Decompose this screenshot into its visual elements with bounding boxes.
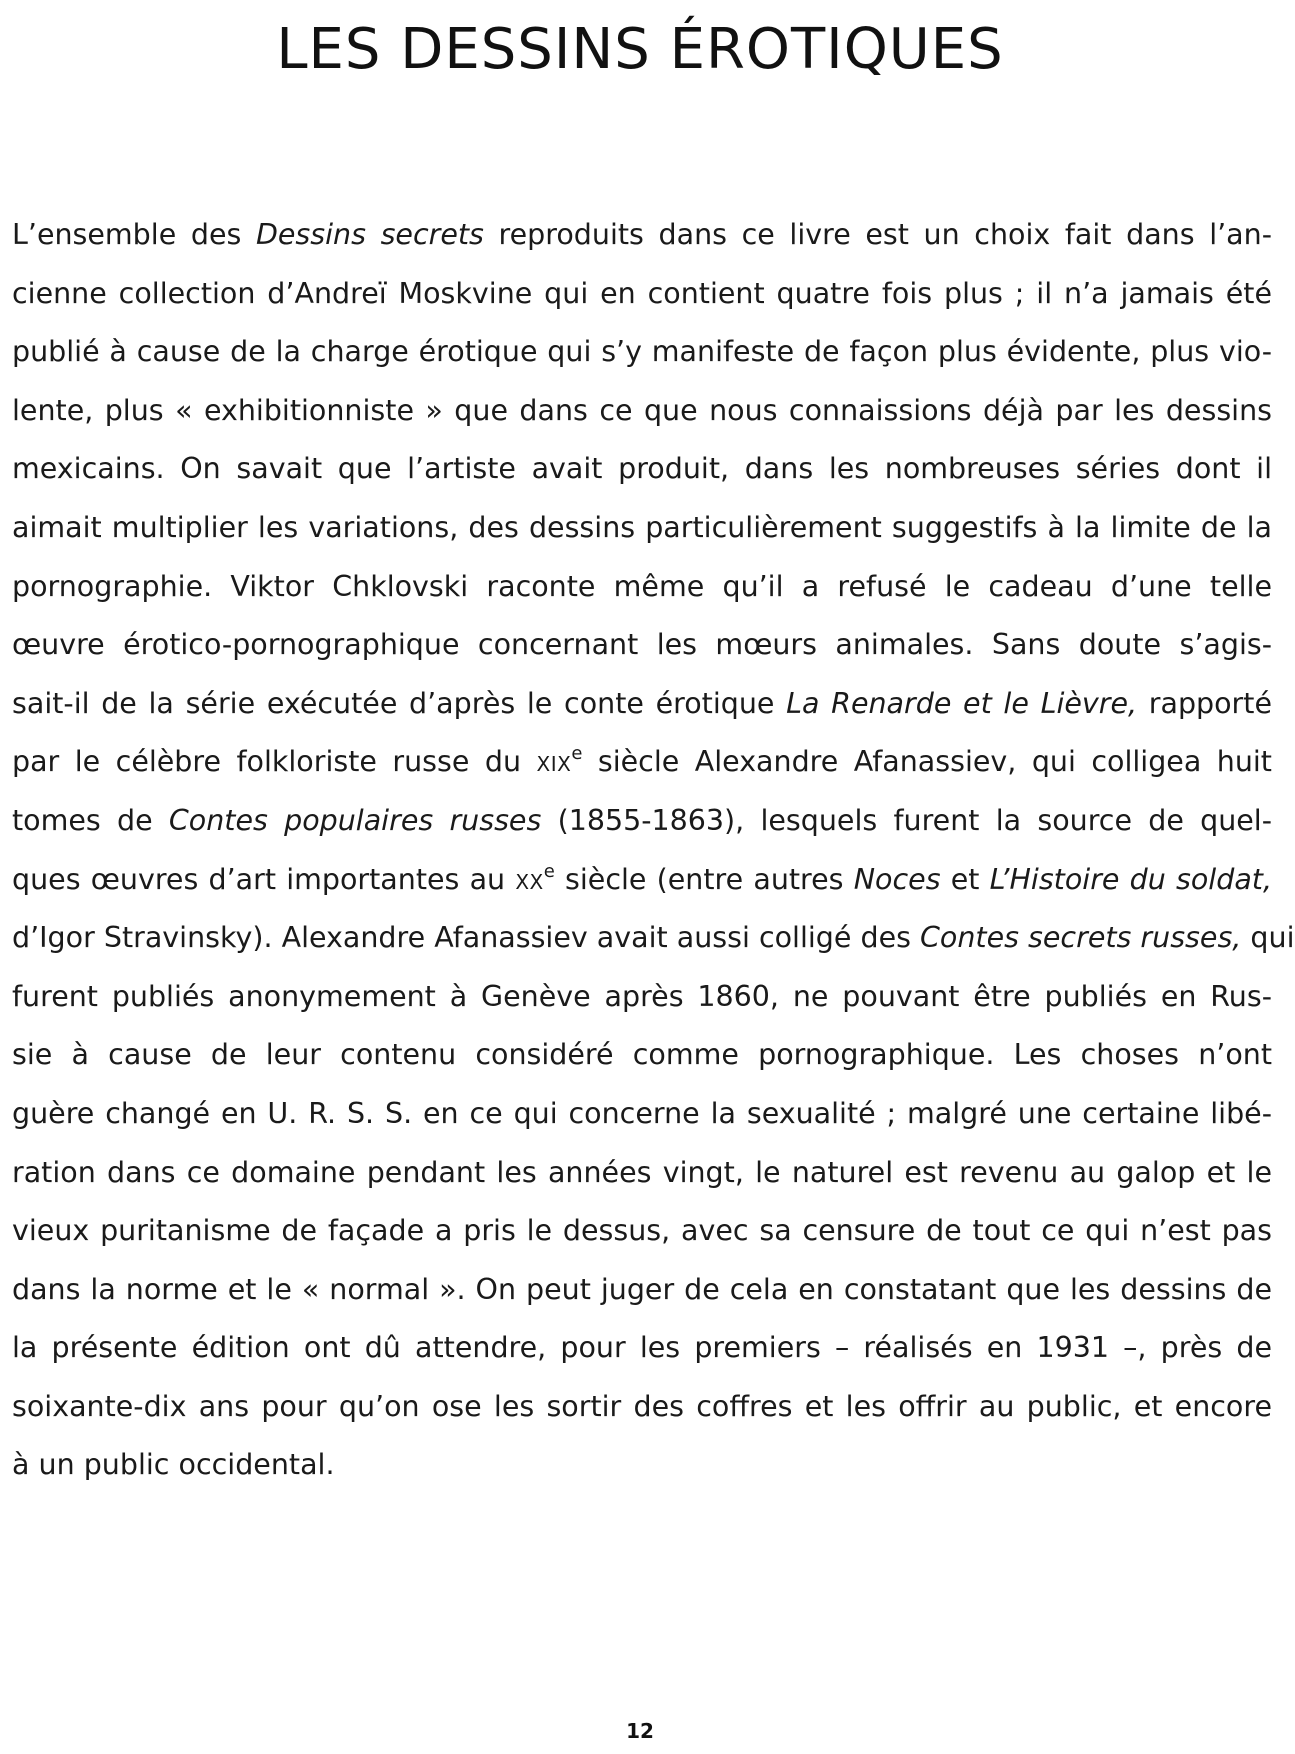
text-line: [12, 792, 1272, 851]
text-line: aimait multiplier les variations, des dessins particulièrement suggestifs à la limite de la: [12, 510, 1272, 544]
superscript: e: [543, 860, 555, 882]
text-line: guère changé en U. R. S. S. en ce qui concerne la sexualité ; malgré une certaine libé-: [12, 1096, 1272, 1130]
text-line: œuvre érotico-pornographique concernant les mœurs animales. Sans doute s’agis-: [12, 628, 1272, 662]
superscript: e: [571, 743, 583, 765]
line-text: reproduits dans ce livre est un choix fait dans l’an-: [483, 218, 1272, 251]
line-text: (1855-1863), lesquels furent la source de quel-: [541, 803, 1273, 837]
italic-title: Contes populaires russes: [168, 803, 542, 837]
line-text: rapporté: [1137, 686, 1272, 720]
century-numeral: XIX: [536, 752, 572, 777]
line-text: tomes de: [12, 803, 169, 837]
line-text: sait-il de la série exécutée d’après le conte érotique: [12, 686, 787, 720]
text-line: lente, plus « exhibitionniste » que dans ce que nous connaissions déjà par les dessins: [12, 393, 1272, 427]
italic-title: Contes secrets russes,: [920, 921, 1242, 955]
text-line: la présente édition ont dû attendre, pour les premiers – réalisés en 1931 –, près de: [12, 1331, 1272, 1365]
text-line: dans la norme et le « normal ». On peut juger de cela en constatant que les dessins de: [12, 1272, 1272, 1306]
body-text: [12, 206, 1295, 1495]
text-line: [12, 675, 1272, 734]
text-line: vieux puritanisme de façade a pris le dessus, avec sa censure de tout ce qui n’est pas: [12, 1214, 1272, 1248]
text-line: sie à cause de leur contenu considéré comme pornographique. Les choses n’ont: [12, 1038, 1272, 1072]
text-line: soixante-dix ans pour qu’on ose les sortir des coffres et les offrir au public, et encore: [12, 1389, 1272, 1423]
text-line: cienne collection d’Andreï Moskvine qui en contient quatre fois plus ; il n’a jamais été: [12, 276, 1272, 310]
text-line: à un public occidental.: [12, 1448, 335, 1482]
line-text: siècle (entre autres: [554, 862, 854, 896]
line-text: par le célèbre folkloriste russe du: [12, 745, 537, 779]
italic-title: Noces: [853, 862, 941, 896]
italic-title: La Renarde et le Lièvre,: [786, 686, 1138, 720]
line-text: L’ensemble des: [12, 218, 256, 251]
century-numeral: XX: [515, 869, 544, 894]
text-line: publié à cause de la charge érotique qui s’y manifeste de façon plus évidente, plus vio-: [12, 335, 1272, 369]
text-line: ration dans ce domaine pendant les années vingt, le naturel est revenu au galop et le: [12, 1155, 1272, 1189]
text-line: [12, 733, 1272, 792]
page-number: 12: [626, 1719, 654, 1743]
italic-title: Dessins secrets: [255, 218, 484, 251]
line-text: siècle Alexandre Afanassiev, qui colligea huit: [582, 745, 1272, 779]
text-line: [12, 909, 1295, 968]
line-text: ques œuvres d’art importantes au: [12, 862, 516, 896]
text-line: pornographie. Viktor Chklovski raconte même qu’il a refusé le cadeau d’une telle: [12, 569, 1272, 603]
text-line: furent publiés anonymement à Genève après 1860, ne pouvant être publiés en Rus-: [12, 979, 1272, 1013]
line-text: d’Igor Stravinsky). Alexandre Afanassiev avait aussi colligé des: [12, 921, 921, 955]
line-text: qui: [1241, 921, 1295, 955]
line-text: et: [940, 862, 990, 896]
chapter-title: LES DESSINS ÉROTIQUES: [276, 17, 1004, 82]
italic-title: L’Histoire du soldat,: [989, 862, 1273, 896]
text-line: [12, 851, 1272, 910]
text-line: mexicains. On savait que l’artiste avait produit, dans les nombreuses séries dont il: [12, 452, 1272, 486]
text-line: [12, 206, 1272, 265]
